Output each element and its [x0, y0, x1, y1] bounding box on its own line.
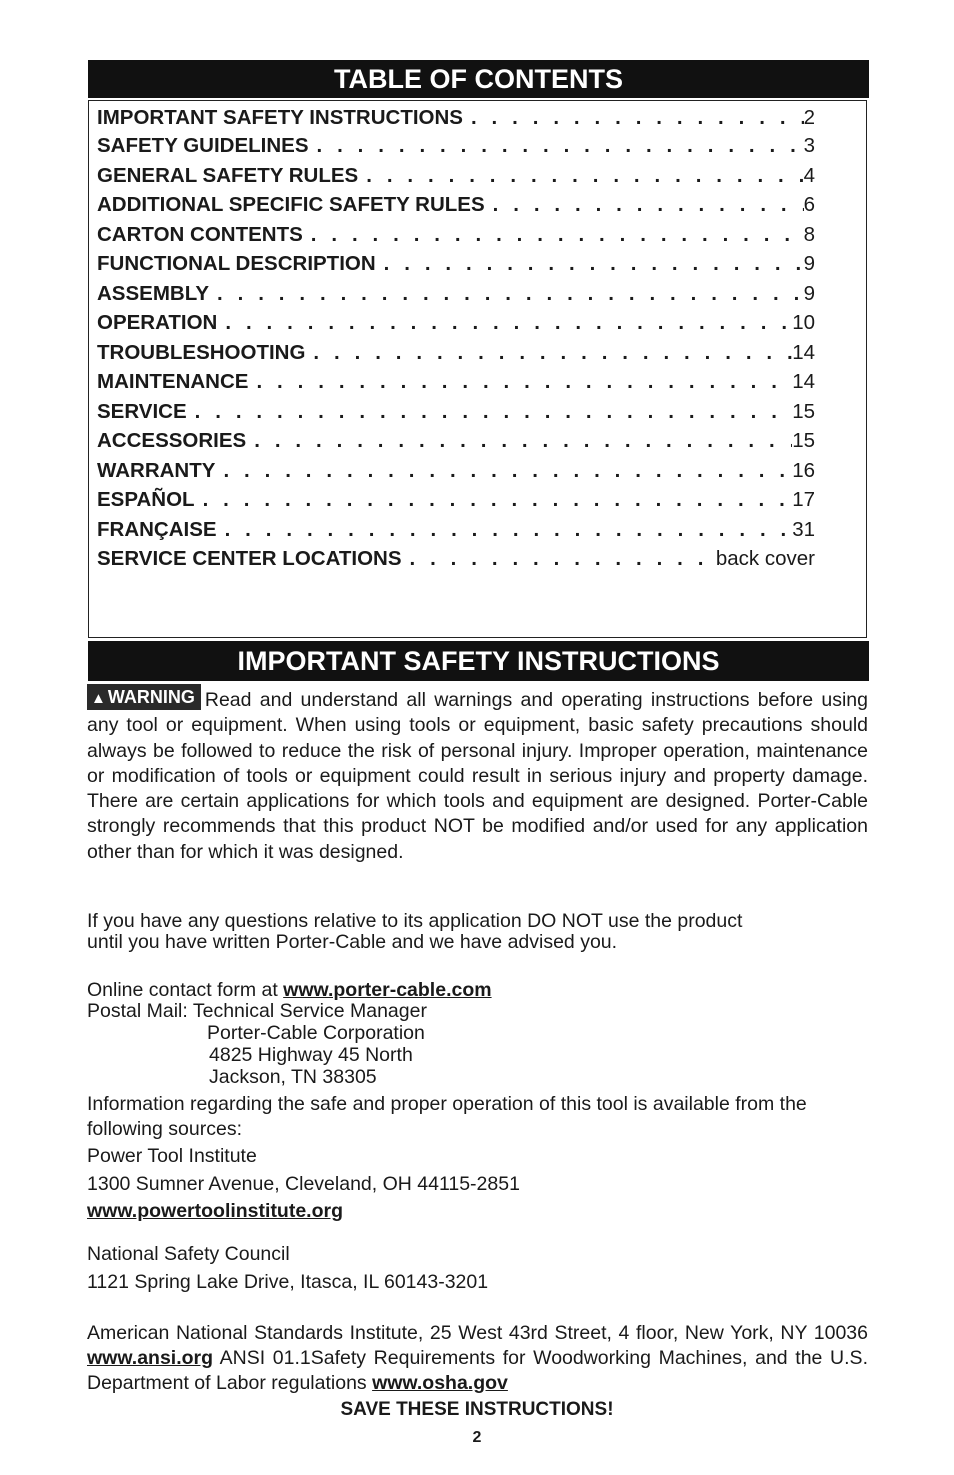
toc-leader-dots: [254, 426, 792, 456]
pti-link[interactable]: www.powertoolinstitute.org: [87, 1200, 344, 1222]
toc-leader-dots: [311, 220, 804, 250]
toc-entry-title: FRANÇAISE: [97, 517, 217, 541]
toc-entry-page: 14: [792, 340, 815, 364]
toc-entry-title: TROUBLESHOOTING: [97, 340, 306, 364]
toc-entry-title: WARRANTY: [97, 458, 216, 482]
toc-entry-page: 2: [803, 106, 815, 129]
toc-leader-dots: [225, 515, 793, 545]
toc-leader-dots: [313, 338, 792, 368]
page-number: 2: [472, 1429, 482, 1446]
toc-entry-page: 15: [792, 399, 815, 423]
postal-line-4: Jackson, TN 38305: [209, 1066, 377, 1088]
toc-leader-dots: [225, 308, 792, 338]
toc-entry[interactable]: [97, 220, 815, 250]
toc-entry[interactable]: [97, 515, 815, 545]
safety-heading: IMPORTANT SAFETY INSTRUCTIONS: [88, 641, 869, 681]
questions-line-1: If you have any questions relative to its application DO NOT use the product: [87, 910, 743, 932]
toc-entry-page: 6: [803, 193, 815, 216]
toc-entry[interactable]: [97, 190, 815, 220]
toc-entry[interactable]: [97, 426, 815, 456]
toc-entry-page: 15: [792, 429, 815, 452]
online-contact: [87, 979, 492, 1001]
toc-entry-page: 4: [803, 163, 815, 187]
toc-leader-dots: [493, 190, 804, 220]
toc-entry-page: 14: [792, 370, 815, 393]
toc-leader-dots: [384, 249, 804, 279]
toc-leader-dots: [223, 456, 792, 486]
toc-entry[interactable]: [97, 367, 815, 397]
warning-badge: [87, 684, 201, 710]
toc-entry-title: IMPORTANT SAFETY INSTRUCTIONS: [97, 106, 463, 129]
toc-entry[interactable]: [97, 105, 815, 131]
toc-entry[interactable]: [97, 249, 815, 279]
toc-entry-title: ADDITIONAL SPECIFIC SAFETY RULES: [97, 193, 485, 216]
toc-entry[interactable]: [97, 131, 815, 161]
toc-entry[interactable]: [97, 308, 815, 338]
ansi-text-2: ANSI 01.1Safety Requirements for Woodworking Machines, and the U.S. Department of Labor regulations: [87, 1347, 868, 1394]
toc-leader-dots: [195, 397, 793, 427]
toc-entry-title: MAINTENANCE: [97, 370, 249, 393]
toc-entry-title: ESPAÑOL: [97, 488, 195, 511]
toc-leader-dots: [256, 367, 792, 397]
info-text: Information regarding the safe and proper operation of this tool is available from the following sources:: [87, 1093, 807, 1141]
toc-entry-page: 9: [803, 281, 815, 305]
save-instructions: SAVE THESE INSTRUCTIONS!: [340, 1399, 614, 1420]
toc-entry-title: CARTON CONTENTS: [97, 222, 303, 246]
toc-leader-dots: [217, 279, 804, 309]
postal-line-2: Porter-Cable Corporation: [207, 1022, 425, 1044]
toc-list: [97, 105, 815, 574]
pti-address: 1300 Sumner Avenue, Cleveland, OH 44115-2851: [87, 1173, 520, 1195]
toc-entry[interactable]: [97, 485, 815, 515]
toc-entry-title: GENERAL SAFETY RULES: [97, 163, 359, 187]
warning-label: WARNING: [107, 687, 195, 707]
questions-line-2: until you have written Porter-Cable and we have advised you.: [87, 931, 618, 953]
toc-leader-dots: [410, 544, 716, 574]
porter-cable-link[interactable]: www.porter-cable.com: [283, 979, 492, 1001]
toc-heading: TABLE OF CONTENTS: [88, 60, 869, 98]
toc-entry-page: 8: [803, 222, 815, 246]
toc-leader-dots: [366, 161, 803, 191]
toc-box: [88, 100, 867, 638]
toc-entry-page: 9: [803, 252, 815, 275]
toc-entry[interactable]: [97, 338, 815, 368]
toc-entry-title: OPERATION: [97, 311, 218, 334]
toc-entry[interactable]: [97, 456, 815, 486]
toc-entry-page: back cover: [715, 547, 815, 570]
warning-text: Read and understand all warnings and operating instructions before using any tool or equipment. When using tools or equipment, basic safety precautions should always be followed to reduce the risk of personal injury. Improper operation, maintenance or modification of tools or equipment could result in serious injury and property damage. There are certain applications for which tools and equipment are designed. Porter-Cable strongly recommends that this product NOT be modified and/or used for any application other than for which it was designed.: [87, 689, 868, 863]
toc-entry-title: SAFETY GUIDELINES: [97, 134, 309, 157]
postal-line-1: Postal Mail: Technical Service Manager: [87, 1000, 427, 1022]
toc-entry-page: 16: [792, 458, 815, 482]
pti-name: Power Tool Institute: [87, 1145, 257, 1167]
toc-entry-title: SERVICE CENTER LOCATIONS: [97, 547, 402, 570]
nsc-address: 1121 Spring Lake Drive, Itasca, IL 60143-3201: [87, 1271, 489, 1293]
toc-entry[interactable]: [97, 279, 815, 309]
ansi-paragraph: [87, 1321, 868, 1396]
toc-entry[interactable]: [97, 161, 815, 191]
toc-entry-page: 3: [803, 134, 815, 157]
ansi-link[interactable]: www.ansi.org: [87, 1347, 214, 1369]
toc-leader-dots: [203, 485, 793, 515]
nsc-name: National Safety Council: [87, 1243, 290, 1265]
toc-entry[interactable]: [97, 544, 815, 574]
postal-line-3: 4825 Highway 45 North: [209, 1044, 413, 1066]
toc-entry-title: SERVICE: [97, 399, 187, 423]
toc-entry-page: 31: [792, 517, 815, 541]
toc-entry-page: 17: [792, 488, 815, 511]
ansi-text-1: American National Standards Institute, 25 West 43rd Street, 4 floor, New York, NY 10036: [87, 1322, 868, 1344]
toc-leader-dots: [317, 131, 804, 161]
toc-entry-page: 10: [792, 311, 815, 334]
toc-entry[interactable]: [97, 397, 815, 427]
online-prefix: Online contact form at: [87, 979, 284, 1001]
warning-triangle-icon: ▲: [91, 690, 106, 707]
toc-entry-title: FUNCTIONAL DESCRIPTION: [97, 252, 376, 275]
osha-link[interactable]: www.osha.gov: [372, 1372, 508, 1394]
toc-leader-dots: [471, 105, 804, 131]
warning-paragraph: [87, 688, 868, 865]
toc-entry-title: ACCESSORIES: [97, 429, 247, 452]
toc-entry-title: ASSEMBLY: [97, 281, 210, 305]
